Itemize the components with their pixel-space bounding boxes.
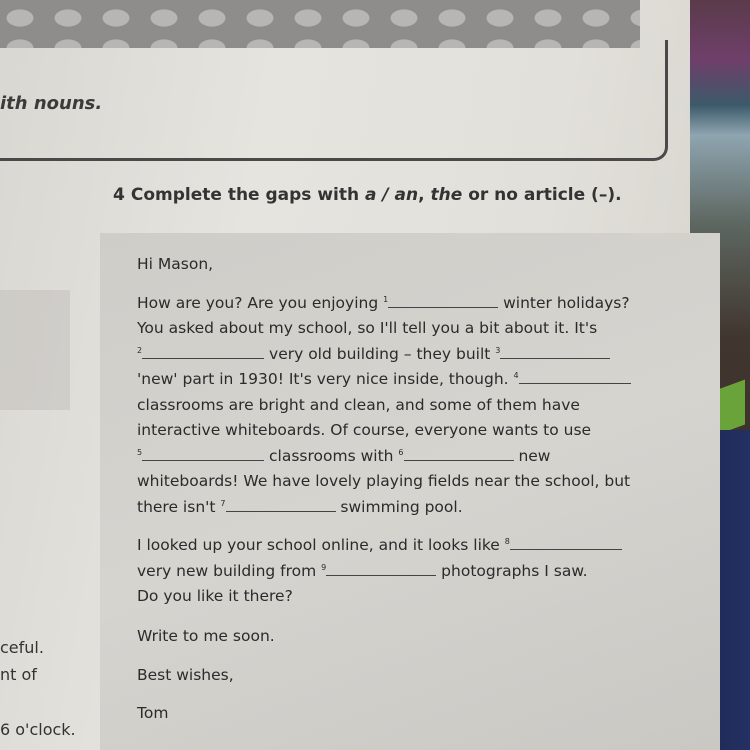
greeting: Hi Mason, bbox=[137, 255, 214, 273]
option-the: the bbox=[430, 185, 463, 205]
gap-number-6: 6 bbox=[398, 447, 404, 457]
exercise-number: 4 bbox=[113, 185, 125, 205]
signature: Tom bbox=[137, 703, 169, 722]
text: very old building – they built bbox=[264, 344, 496, 363]
text: I looked up your school online, and it looks like bbox=[137, 536, 505, 554]
line-11 bbox=[137, 559, 697, 585]
letter bbox=[137, 252, 697, 726]
text: classrooms with bbox=[264, 446, 399, 465]
gap-number-2: 2 bbox=[137, 345, 143, 355]
line-5: classrooms are bright and clean, and some of them have bbox=[137, 395, 580, 414]
text: photographs I saw. bbox=[436, 561, 588, 580]
instruction-comma: , bbox=[418, 185, 431, 205]
faded-graphic bbox=[0, 290, 70, 410]
text: there isn't bbox=[137, 497, 221, 516]
closing-1: Write to me soon. bbox=[137, 626, 275, 645]
line-1 bbox=[137, 291, 697, 317]
gap-6[interactable] bbox=[404, 446, 514, 461]
line-3 bbox=[137, 342, 697, 368]
gap-number-7: 7 bbox=[220, 498, 226, 508]
line-4 bbox=[137, 367, 697, 393]
text: very new building from bbox=[137, 561, 322, 580]
gap-2[interactable] bbox=[142, 344, 264, 359]
line-9 bbox=[137, 495, 697, 521]
line-10 bbox=[137, 533, 697, 559]
side-text-1: ceful. bbox=[0, 638, 44, 657]
line-7 bbox=[137, 444, 697, 470]
gap-1[interactable] bbox=[388, 293, 498, 308]
side-text-2: nt of bbox=[0, 665, 37, 684]
gap-number-4: 4 bbox=[513, 370, 519, 380]
gap-number-9: 9 bbox=[321, 562, 327, 572]
line-6: interactive whiteboards. Of course, everyone wants to use bbox=[137, 421, 592, 439]
header-fragment: ith nouns. bbox=[0, 93, 103, 114]
gap-4[interactable] bbox=[519, 369, 631, 384]
gap-3[interactable] bbox=[500, 344, 610, 359]
text: swimming pool. bbox=[335, 497, 463, 516]
gap-number-1: 1 bbox=[383, 294, 389, 304]
instruction-text: Complete the gaps with bbox=[130, 185, 366, 205]
exercise-instruction bbox=[113, 185, 622, 205]
gap-number-3: 3 bbox=[495, 345, 501, 355]
gap-8[interactable] bbox=[510, 535, 622, 550]
text: winter holidays? bbox=[498, 293, 630, 312]
text: 'new' part in 1930! It's very nice inside, though. bbox=[137, 370, 514, 388]
line-12: Do you like it there? bbox=[137, 587, 293, 605]
side-text-3: 6 o'clock. bbox=[0, 720, 76, 739]
gap-number-5: 5 bbox=[137, 447, 143, 457]
gap-9[interactable] bbox=[326, 561, 436, 576]
gap-7[interactable] bbox=[226, 497, 336, 512]
text: new bbox=[513, 446, 551, 465]
instruction-text-end: or no article (–). bbox=[462, 185, 622, 205]
option-a-an: a / an bbox=[365, 185, 419, 205]
text: How are you? Are you enjoying bbox=[137, 293, 384, 312]
line-2: You asked about my school, so I'll tell you a bit about it. It's bbox=[137, 319, 598, 337]
gap-number-8: 8 bbox=[504, 536, 510, 546]
gap-5[interactable] bbox=[142, 446, 264, 461]
closing-2: Best wishes, bbox=[137, 666, 234, 684]
line-8: whiteboards! We have lovely playing fields near the school, but bbox=[137, 472, 631, 490]
